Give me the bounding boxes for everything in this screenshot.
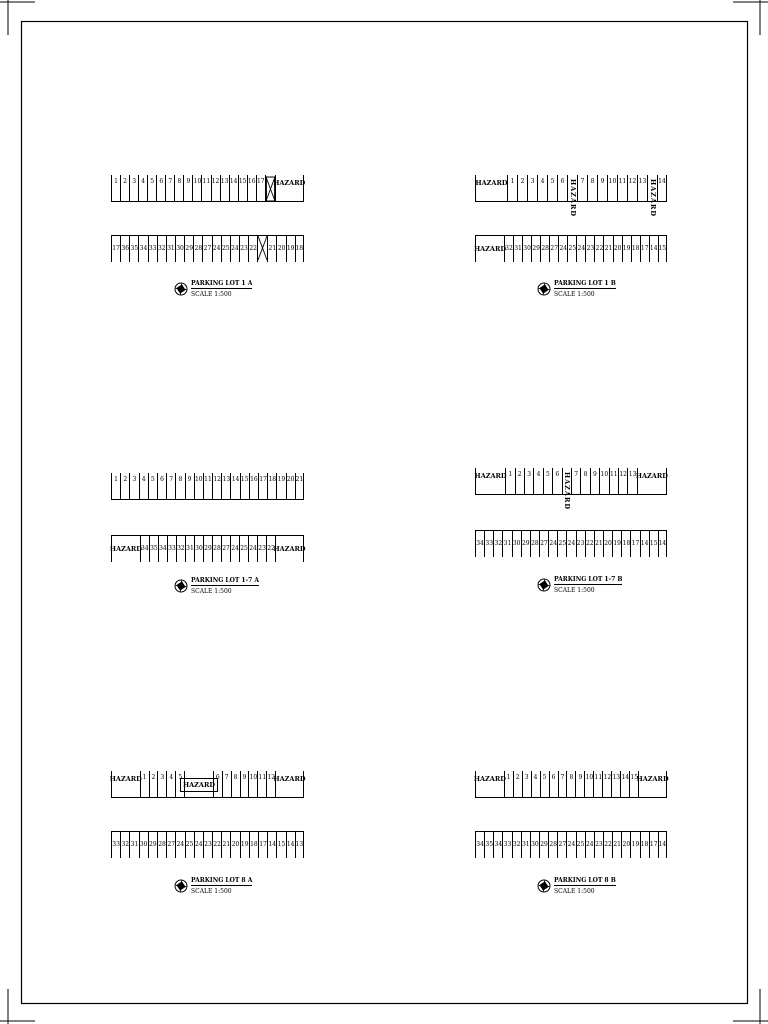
caption-text <box>191 877 252 895</box>
stall-number: 3 <box>522 771 531 797</box>
stall-number: 3 <box>527 175 537 201</box>
stall-row-bottom <box>111 235 304 262</box>
stall-number: 2 <box>517 175 527 201</box>
lot-caption <box>537 576 622 594</box>
stall-number: 32 <box>512 832 521 858</box>
lot-scale: SCALE 1:500 <box>554 291 595 298</box>
stall-number: 9 <box>185 473 194 499</box>
lot-scale: SCALE 1:500 <box>191 888 232 895</box>
stall-number: 4 <box>537 175 547 201</box>
stall-row-top <box>111 771 304 798</box>
stall-number: 13 <box>637 175 647 201</box>
stall-number: 13 <box>220 175 229 201</box>
hazard-label: HAZARD <box>563 472 571 511</box>
stall-number: 29 <box>531 236 540 262</box>
stall-number: 28 <box>548 832 557 858</box>
stall-number: 32 <box>120 832 129 858</box>
hazard-stall: HAZARD <box>638 771 667 797</box>
stall-row-bottom <box>111 535 304 562</box>
lot-title: PARKING LOT 1-7 B <box>554 576 623 583</box>
hazard-stall: HAZARD <box>275 536 304 562</box>
stall-number: 14 <box>658 531 667 557</box>
stall-number: 21 <box>221 832 230 858</box>
lot-title: PARKING LOT 8 A <box>191 877 253 884</box>
lot-caption <box>537 877 616 895</box>
stall-number: 24 <box>585 832 594 858</box>
stall-number: 8 <box>580 468 589 494</box>
stall-number: 6 <box>157 473 166 499</box>
stall-number: 35 <box>149 536 158 562</box>
stall-number: 23 <box>239 236 248 262</box>
stall-number: 31 <box>521 832 530 858</box>
stall-number: 34 <box>475 531 484 557</box>
stall-number: 32 <box>157 236 166 262</box>
stall-number: 19 <box>622 236 631 262</box>
lot-caption <box>174 280 252 298</box>
stall-number: 23 <box>257 536 266 562</box>
stall-number: 19 <box>612 531 621 557</box>
stall-number: 24 <box>566 832 575 858</box>
caption-text <box>554 877 616 895</box>
stall-number: 28 <box>530 531 539 557</box>
hazard-stall-boxed <box>184 771 213 797</box>
north-arrow-icon <box>537 282 551 296</box>
stall-number: 10 <box>192 175 201 201</box>
caption-text <box>554 280 616 298</box>
stall-row-top <box>475 771 667 798</box>
stall-number: 22 <box>248 236 257 262</box>
lot-scale: SCALE 1:500 <box>191 588 232 595</box>
lot-title: PARKING LOT 8 B <box>554 877 616 884</box>
stall-row-bottom <box>475 831 667 858</box>
stall-number: 17 <box>256 175 265 201</box>
stall-number: 17 <box>258 832 267 858</box>
stall-number: 20 <box>603 531 612 557</box>
stall-number: 29 <box>521 531 530 557</box>
stall-number: 13 <box>627 468 636 494</box>
stall-number: 33 <box>148 236 157 262</box>
stall-number: 6 <box>156 175 165 201</box>
stall-number: 9 <box>575 771 584 797</box>
stall-number: 31 <box>502 531 511 557</box>
stall-number: 11 <box>203 473 212 499</box>
stall-number: 11 <box>609 468 618 494</box>
stall-number: 34 <box>140 536 149 562</box>
stall-number: 8 <box>175 473 184 499</box>
stall-number: 30 <box>194 536 203 562</box>
stall-number: 16 <box>247 175 256 201</box>
stall-number: 12 <box>212 473 221 499</box>
stall-number: 14 <box>658 832 667 858</box>
stall-row-bottom <box>111 831 304 858</box>
stall-number: 14 <box>620 771 629 797</box>
caption-text <box>191 577 259 595</box>
stall-number: 30 <box>522 236 531 262</box>
stall-number: 30 <box>139 832 148 858</box>
stall-number: 20 <box>613 236 622 262</box>
stall-number: 24 <box>175 832 184 858</box>
stall-number: 3 <box>129 175 138 201</box>
stall-number: 14 <box>286 832 295 858</box>
stall-number: 29 <box>184 236 193 262</box>
stall-number: 31 <box>513 236 522 262</box>
stall-number: 7 <box>222 771 231 797</box>
lot-caption <box>174 877 252 895</box>
stall-number: 11 <box>593 771 602 797</box>
stall-number: 25 <box>239 536 248 562</box>
stall-number: 35 <box>484 832 493 858</box>
stall-number: 27 <box>221 536 230 562</box>
stall-number: 31 <box>129 832 138 858</box>
stall-number: 9 <box>240 771 249 797</box>
stall-number: 17 <box>258 473 267 499</box>
stall-number: 22 <box>603 832 612 858</box>
stall-number: 28 <box>212 536 221 562</box>
stall-number: 9 <box>590 468 599 494</box>
stall-number: 1 <box>507 175 517 201</box>
stall-number: 18 <box>621 531 630 557</box>
stall-number: 22 <box>212 832 221 858</box>
stall-number: 17 <box>640 236 649 262</box>
stall-number: 9 <box>183 175 192 201</box>
lot-caption <box>174 577 259 595</box>
stall-number: 4 <box>533 468 542 494</box>
stall-number: 14 <box>649 236 658 262</box>
stall-number: 15 <box>629 771 638 797</box>
stall-number: 27 <box>202 236 211 262</box>
stall-number: 21 <box>295 473 304 499</box>
stall-number: 6 <box>557 175 567 201</box>
stall-number: 32 <box>504 236 513 262</box>
stall-row-bottom <box>475 235 667 262</box>
hazard-stall: HAZARD <box>475 175 507 201</box>
blocked-stall-x <box>257 236 267 262</box>
stall-number: 15 <box>649 531 658 557</box>
stall-number: 33 <box>484 531 493 557</box>
stall-number: 5 <box>148 473 157 499</box>
stall-number: 1 <box>505 468 514 494</box>
hazard-stall: HAZARD <box>111 536 140 562</box>
stall-number: 12 <box>211 175 220 201</box>
stall-number: 25 <box>567 236 576 262</box>
lot-scale: SCALE 1:500 <box>554 888 595 895</box>
stall-number: 1 <box>140 771 149 797</box>
stall-number: 4 <box>139 473 148 499</box>
stall-number: 6 <box>213 771 222 797</box>
stall-number: 6 <box>552 468 561 494</box>
stall-number: 24 <box>558 236 567 262</box>
stall-number: 27 <box>166 832 175 858</box>
caption-text <box>191 280 252 298</box>
lot-caption <box>537 280 616 298</box>
stall-number: 15 <box>276 832 285 858</box>
stall-number: 31 <box>185 536 194 562</box>
stall-number: 20 <box>621 832 630 858</box>
stall-number: 24 <box>194 832 203 858</box>
stall-number: 7 <box>571 468 580 494</box>
stall-number: 12 <box>266 771 275 797</box>
stall-number: 20 <box>276 236 285 262</box>
stall-number: 25 <box>185 832 194 858</box>
stall-number: 36 <box>120 236 129 262</box>
stall-number: 3 <box>129 473 138 499</box>
stall-number: 24 <box>230 236 239 262</box>
hazard-label: HAZARD <box>568 179 577 218</box>
stall-number: 2 <box>120 473 129 499</box>
stall-number: 4 <box>531 771 540 797</box>
stall-number: 24 <box>248 536 257 562</box>
stall-number: 27 <box>549 236 558 262</box>
stall-number: 24 <box>212 236 221 262</box>
stall-number: 5 <box>540 771 549 797</box>
stall-number: 29 <box>203 536 212 562</box>
north-arrow-icon <box>174 282 188 296</box>
stall-number: 32 <box>176 536 185 562</box>
stall-number: 7 <box>165 175 174 201</box>
lot-title: PARKING LOT 1 B <box>554 280 616 287</box>
stall-number: 16 <box>249 473 258 499</box>
stall-number: 33 <box>111 832 120 858</box>
stall-number: 7 <box>166 473 175 499</box>
stall-number: 13 <box>295 832 304 858</box>
stall-number: 30 <box>512 531 521 557</box>
stall-number: 22 <box>266 536 275 562</box>
stall-number: 18 <box>267 473 276 499</box>
stall-number: 28 <box>157 832 166 858</box>
stall-number: 18 <box>631 236 640 262</box>
stall-number: 24 <box>576 236 585 262</box>
stall-number: 1 <box>111 473 120 499</box>
stall-number: 2 <box>515 468 524 494</box>
stall-number: 30 <box>175 236 184 262</box>
stall-number: 23 <box>576 531 585 557</box>
stall-number: 18 <box>249 832 258 858</box>
hazard-stall: HAZARD <box>475 771 504 797</box>
stall-number: 13 <box>611 771 620 797</box>
stall-number: 21 <box>612 832 621 858</box>
stall-number: 33 <box>167 536 176 562</box>
stall-number: 7 <box>577 175 587 201</box>
stall-row-bottom <box>475 530 667 557</box>
stall-number: 8 <box>566 771 575 797</box>
hazard-label: HAZARD <box>648 179 657 218</box>
stall-number: 8 <box>174 175 183 201</box>
stall-number: 20 <box>230 832 239 858</box>
stall-number: 18 <box>640 832 649 858</box>
stall-number: 32 <box>493 531 502 557</box>
stall-number: 4 <box>138 175 147 201</box>
stall-number: 21 <box>603 236 612 262</box>
stall-number: 19 <box>630 832 639 858</box>
hazard-stall: HAZARD <box>637 468 667 494</box>
hazard-stall-vertical <box>567 175 577 218</box>
hazard-stall-vertical <box>647 175 657 218</box>
north-arrow-icon <box>174 579 188 593</box>
hazard-label: HAZARD <box>180 778 218 793</box>
stall-number: 11 <box>257 771 266 797</box>
north-arrow-icon <box>537 578 551 592</box>
stall-number: 23 <box>594 832 603 858</box>
stall-number: 12 <box>602 771 611 797</box>
stall-number: 29 <box>539 832 548 858</box>
stall-number: 2 <box>149 771 158 797</box>
stall-number: 10 <box>599 468 608 494</box>
stall-number: 30 <box>530 832 539 858</box>
stall-number: 7 <box>558 771 567 797</box>
stall-number: 19 <box>286 236 295 262</box>
stall-number: 22 <box>585 531 594 557</box>
stall-number: 23 <box>585 236 594 262</box>
stall-number: 5 <box>175 771 184 797</box>
stall-number: 34 <box>475 832 484 858</box>
stall-number: 31 <box>166 236 175 262</box>
stall-row-top <box>111 175 304 202</box>
stall-number: 12 <box>627 175 637 201</box>
hazard-stall: HAZARD <box>475 236 504 262</box>
stall-number: 2 <box>513 771 522 797</box>
stall-number: 14 <box>657 175 667 201</box>
stall-number: 17 <box>649 832 658 858</box>
stall-number: 3 <box>157 771 166 797</box>
stall-number: 17 <box>630 531 639 557</box>
stall-number: 14 <box>267 832 276 858</box>
north-arrow-icon <box>537 879 551 893</box>
hazard-stall: HAZARD <box>475 468 505 494</box>
stall-number: 20 <box>286 473 295 499</box>
stall-number: 34 <box>493 832 502 858</box>
hazard-stall-vertical <box>562 468 571 511</box>
stall-number: 23 <box>203 832 212 858</box>
stall-number: 10 <box>607 175 617 201</box>
stall-number: 9 <box>597 175 607 201</box>
stall-number: 15 <box>238 175 247 201</box>
lot-title: PARKING LOT 1-7 A <box>191 577 260 584</box>
stall-row-top <box>475 175 667 218</box>
stall-number: 34 <box>158 536 167 562</box>
stall-number: 3 <box>524 468 533 494</box>
stall-row-top <box>111 473 304 500</box>
stall-number: 5 <box>547 175 557 201</box>
lot-scale: SCALE 1:500 <box>191 291 232 298</box>
hazard-stall: HAZARD <box>275 771 304 797</box>
stall-number: 25 <box>557 531 566 557</box>
stall-number: 1 <box>111 175 120 201</box>
stall-number: 17 <box>111 236 120 262</box>
stall-number: 28 <box>193 236 202 262</box>
stall-number: 34 <box>138 236 147 262</box>
stall-number: 12 <box>618 468 627 494</box>
stall-number: 25 <box>221 236 230 262</box>
stall-number: 6 <box>549 771 558 797</box>
stall-number: 5 <box>543 468 552 494</box>
stall-number: 14 <box>640 531 649 557</box>
stall-number: 18 <box>295 236 304 262</box>
stall-number: 2 <box>120 175 129 201</box>
stall-number: 27 <box>539 531 548 557</box>
stall-number: 28 <box>540 236 549 262</box>
lot-title: PARKING LOT 1 A <box>191 280 253 287</box>
stall-number: 5 <box>147 175 156 201</box>
stall-number: 21 <box>594 531 603 557</box>
stall-number: 11 <box>201 175 210 201</box>
caption-text <box>554 576 622 594</box>
stall-number: 11 <box>617 175 627 201</box>
stall-number: 10 <box>584 771 593 797</box>
stall-number: 19 <box>240 832 249 858</box>
lot-scale: SCALE 1:500 <box>554 587 595 594</box>
stall-row-top <box>474 468 668 511</box>
stall-number: 19 <box>276 473 285 499</box>
stall-number: 4 <box>166 771 175 797</box>
stall-number: 10 <box>194 473 203 499</box>
stall-number: 21 <box>267 236 276 262</box>
stall-number: 24 <box>548 531 557 557</box>
stall-number: 33 <box>502 832 511 858</box>
stall-number: 15 <box>658 236 667 262</box>
hazard-stall: HAZARD <box>275 175 304 201</box>
stall-number: 35 <box>129 236 138 262</box>
stall-number: 14 <box>229 175 238 201</box>
stall-number: 8 <box>231 771 240 797</box>
stall-number: 10 <box>248 771 257 797</box>
stall-number: 25 <box>576 832 585 858</box>
hazard-stall: HAZARD <box>111 771 140 797</box>
stall-number: 29 <box>148 832 157 858</box>
stall-number: 24 <box>230 536 239 562</box>
stall-number: 8 <box>587 175 597 201</box>
stall-number: 22 <box>594 236 603 262</box>
stall-number: 15 <box>240 473 249 499</box>
stall-number: 1 <box>504 771 513 797</box>
stall-number: 24 <box>566 531 575 557</box>
north-arrow-icon <box>174 879 188 893</box>
stall-number: 27 <box>557 832 566 858</box>
stall-number: 14 <box>230 473 239 499</box>
stall-number: 13 <box>221 473 230 499</box>
